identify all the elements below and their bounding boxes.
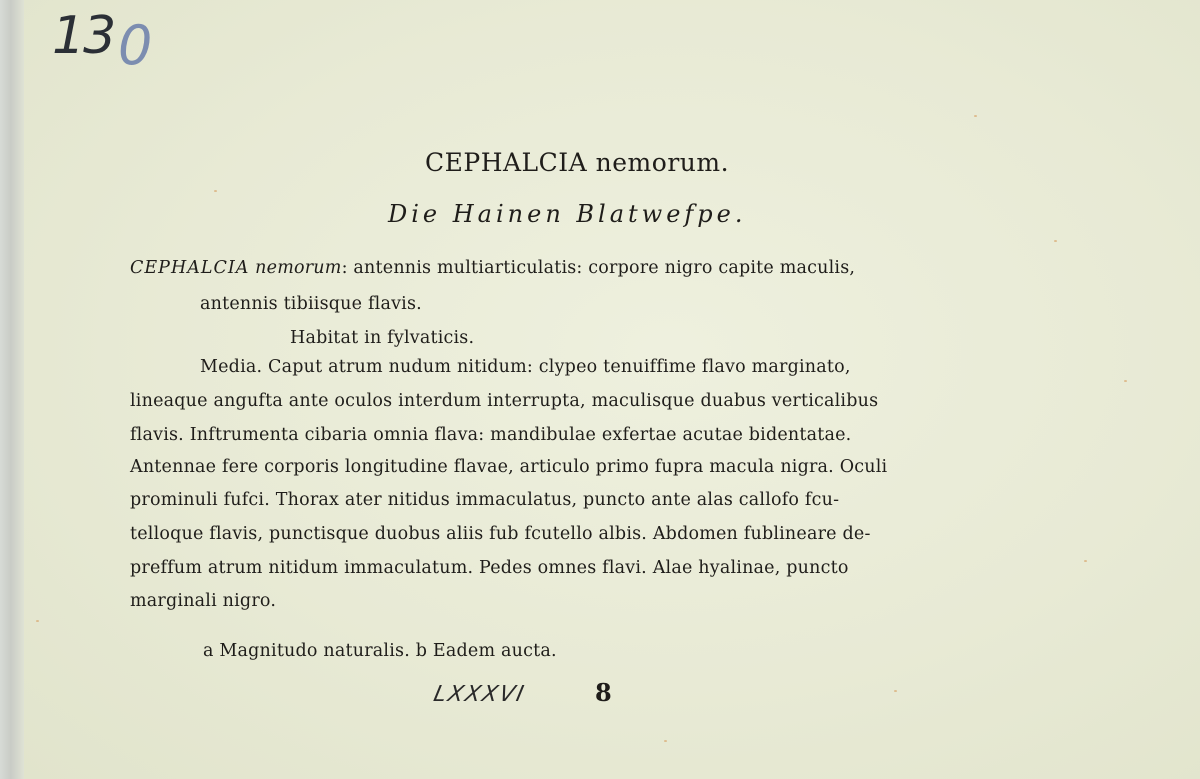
genus-name: CEPHALCIA — [130, 258, 250, 278]
paper-speck — [1084, 560, 1087, 562]
page-subtitle: Die Hainen Blatwefpe. — [388, 200, 747, 228]
text-line: Media. Caput atrum nudum nitidum: clypeo tenuiffime flavo marginato, — [200, 357, 851, 377]
text-line: prominuli fufci. Thorax ater nitidus immaculatus, puncto ante alas callofo fcu- — [130, 490, 840, 510]
plate-number: 8 — [595, 678, 612, 707]
habitat-line: Habitat in fylvaticis. — [290, 328, 475, 348]
text-line: Antennae fere corporis longitudine flavae, articulo primo fupra macula nigra. Oculi — [130, 457, 888, 477]
page-title: CEPHALCIA nemorum. — [425, 148, 730, 177]
pencil-annotation: LXXXVI — [431, 682, 528, 707]
species-name: nemorum — [255, 258, 342, 278]
paper-speck — [664, 740, 667, 742]
magnitude-caption: a Magnitudo naturalis. b Eadem aucta. — [203, 641, 557, 661]
paper-speck — [1054, 240, 1057, 242]
text-line: preffum atrum nitidum immaculatum. Pedes omnes flavi. Alae hyalinae, puncto — [130, 558, 849, 578]
handwritten-catalog-number: 13 — [52, 6, 115, 66]
text-line: lineaque angufta ante oculos interdum interrupta, maculisque duabus verticalibus — [130, 391, 879, 411]
paper-speck — [214, 190, 217, 192]
paper-speck — [1124, 380, 1127, 382]
description-line-1 — [130, 258, 855, 278]
text-line: flavis. Inftrumenta cibaria omnia flava: mandibulae exfertae acutae bidentatae. — [130, 425, 852, 445]
paper-speck — [36, 620, 39, 622]
document-page — [24, 0, 1200, 779]
paper-speck — [974, 115, 977, 117]
paper-speck — [894, 690, 897, 692]
text-line: telloque flavis, punctisque duobus aliis fub fcutello albis. Abdomen fublineare de- — [130, 524, 871, 544]
diagnosis-text: : antennis multiarticulatis: corpore nigro capite maculis, — [341, 258, 856, 278]
handwritten-overwrite-digit: 0 — [118, 14, 153, 77]
page-edge — [0, 0, 24, 779]
description-line-2: antennis tibiisque flavis. — [200, 294, 422, 314]
text-line: marginali nigro. — [130, 591, 277, 611]
